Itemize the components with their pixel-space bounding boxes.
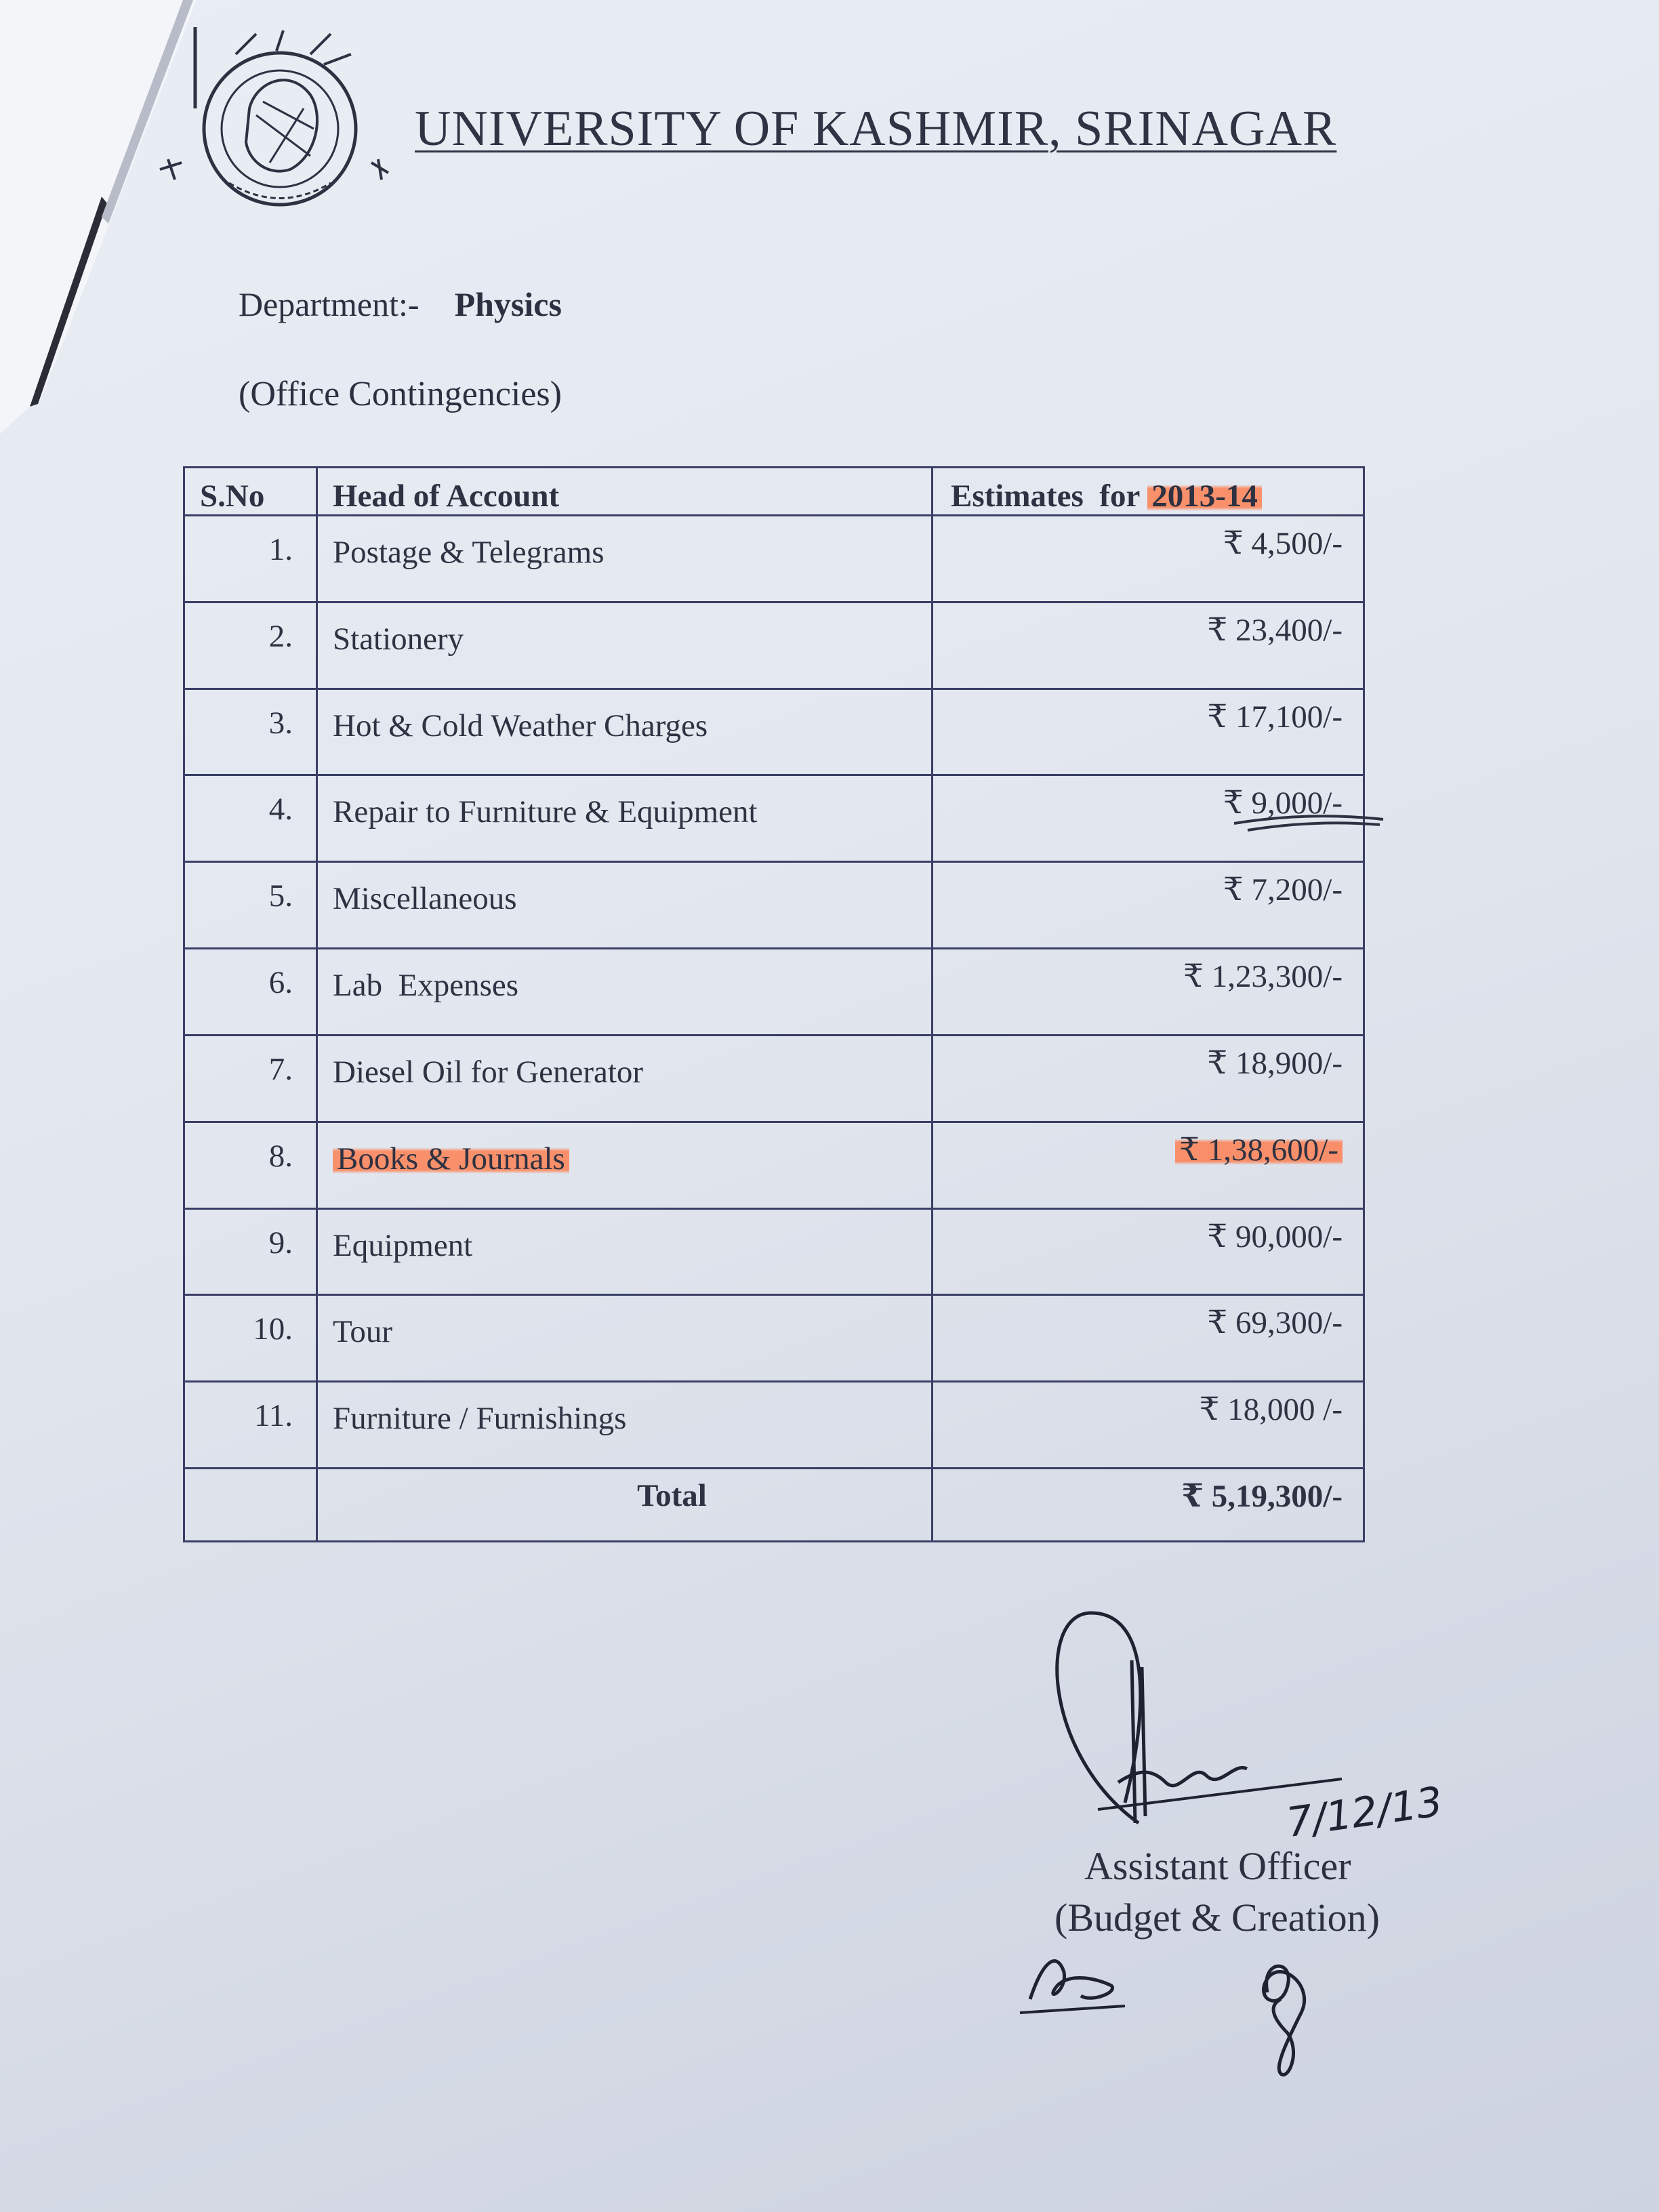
year-highlight: 2013-14 <box>1147 478 1262 514</box>
row-head: Lab Expenses <box>317 949 933 1036</box>
row-sno: 8. <box>184 1122 317 1208</box>
table-row <box>184 949 1364 1036</box>
university-seal-logo <box>155 27 392 210</box>
table-row <box>184 1208 1364 1295</box>
column-header-head: Head of Account <box>317 468 933 516</box>
pen-underline-mark <box>1227 810 1390 837</box>
row-head: Repair to Furniture & Equipment <box>317 775 933 862</box>
estimates-table-container <box>183 466 1365 1542</box>
row-amount <box>933 1122 1364 1208</box>
total-amount: ₹ 5,19,300/- <box>933 1469 1364 1542</box>
row-sno: 11. <box>184 1382 317 1469</box>
table-row <box>184 689 1364 775</box>
table-row <box>184 1122 1364 1208</box>
row-amount: ₹ 7,200/- <box>933 862 1364 949</box>
row-head: Postage & Telegrams <box>317 516 933 602</box>
row-head <box>317 1122 933 1208</box>
highlighted-amount: ₹ 1,38,600/- <box>1175 1132 1343 1168</box>
estimates-table <box>183 466 1365 1542</box>
signatory-title: Assistant Officer <box>1084 1844 1351 1888</box>
row-head: Stationery <box>317 602 933 689</box>
row-sno: 1. <box>184 516 317 602</box>
row-amount: ₹ 1,23,300/- <box>933 949 1364 1036</box>
row-head: Hot & Cold Weather Charges <box>317 689 933 775</box>
table-row <box>184 775 1364 862</box>
table-header-row <box>184 468 1364 516</box>
row-head: Furniture / Furnishings <box>317 1382 933 1469</box>
estimates-label: Estimates for <box>951 478 1140 514</box>
handwritten-date: 7/12/13 <box>1284 1778 1446 1847</box>
row-sno: 4. <box>184 775 317 862</box>
table-row <box>184 862 1364 949</box>
row-head: Diesel Oil for Generator <box>317 1035 933 1122</box>
row-amount: ₹ 69,300/- <box>933 1295 1364 1382</box>
table-row <box>184 1295 1364 1382</box>
row-amount-value: ₹ 9,000/- <box>1223 785 1343 821</box>
department-line <box>239 285 562 324</box>
row-amount: ₹ 23,400/- <box>933 602 1364 689</box>
row-amount <box>933 775 1364 862</box>
row-amount: ₹ 90,000/- <box>933 1208 1364 1295</box>
row-sno: 3. <box>184 689 317 775</box>
table-row <box>184 1382 1364 1469</box>
row-head: Equipment <box>317 1208 933 1295</box>
department-value: Physics <box>454 285 562 323</box>
row-sno: 5. <box>184 862 317 949</box>
table-row <box>184 602 1364 689</box>
total-sno-cell <box>184 1469 317 1542</box>
row-head: Tour <box>317 1295 933 1382</box>
section-subheading: (Office Contingencies) <box>239 375 562 413</box>
row-head: Miscellaneous <box>317 862 933 949</box>
highlighted-head: Books & Journals <box>333 1141 569 1176</box>
university-title: UNIVERSITY OF KASHMIR, SRINAGAR <box>415 101 1337 157</box>
row-sno: 10. <box>184 1295 317 1382</box>
row-sno: 6. <box>184 949 317 1036</box>
row-amount: ₹ 18,000 /- <box>933 1382 1364 1469</box>
row-sno: 2. <box>184 602 317 689</box>
row-amount: ₹ 17,100/- <box>933 689 1364 775</box>
total-label: Total <box>317 1469 933 1542</box>
row-sno: 7. <box>184 1035 317 1122</box>
column-header-sno: S.No <box>184 468 317 516</box>
initials-scribble <box>1017 1945 1152 2020</box>
table-row <box>184 1035 1364 1122</box>
department-label: Department:- <box>239 285 419 323</box>
initials-scribble <box>1240 1945 1328 2081</box>
table-row <box>184 516 1364 602</box>
row-amount: ₹ 18,900/- <box>933 1035 1364 1122</box>
table-total-row <box>184 1469 1364 1542</box>
row-amount: ₹ 4,500/- <box>933 516 1364 602</box>
row-sno: 9. <box>184 1208 317 1295</box>
column-header-estimates <box>933 468 1364 516</box>
signatory-subtitle: (Budget & Creation) <box>1054 1896 1380 1940</box>
